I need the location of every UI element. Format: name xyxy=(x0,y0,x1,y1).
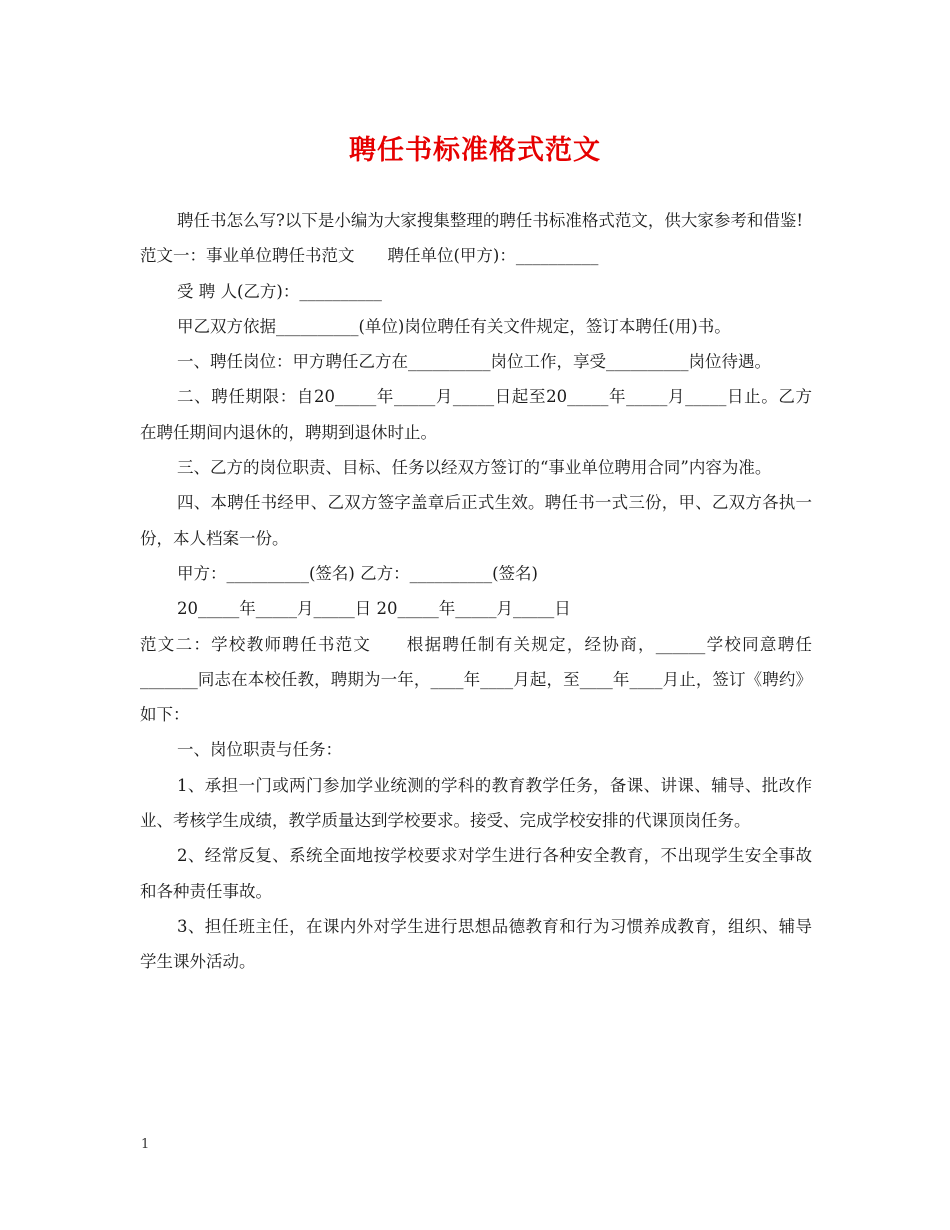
paragraph-employee: 受 聘 人(乙方)：__________ xyxy=(177,281,382,301)
paragraph-sample-one-heading: 范文一：事业单位聘任书范文 聘任单位(甲方)：__________ xyxy=(140,246,599,266)
paragraph-intro: 聘任书怎么写?以下是小编为大家搜集整理的聘任书标准格式范文，供大家参考和借鉴! xyxy=(177,211,803,230)
paragraph-item-three: 3、担任班主任，在课内外对学生进行思想品德教育和行为习惯养成教育，组织、辅导学生课外活动。 xyxy=(140,916,812,972)
document-body xyxy=(140,203,812,980)
paragraph-item-one: 1、承担一门或两门参加学业统测的学科的教育教学任务，备课、讲课、辅导、批改作业、考核学生成绩，教学质量达到学校要求。接受、完成学校安排的代课顶岗任务。 xyxy=(140,775,812,831)
paragraph-basis: 甲乙双方依据__________(单位)岗位聘任有关文件规定，签订本聘任(用)书。 xyxy=(177,316,731,336)
paragraph-term: 二、聘任期限：自20_____年_____月_____日起至20_____年_____月_____日止。乙方在聘任期间内退休的，聘期到退休时止。 xyxy=(140,387,812,442)
paragraph-item-two: 2、经常反复、系统全面地按学校要求对学生进行各种安全教育，不出现学生安全事故和各种责任事故。 xyxy=(140,846,812,901)
paragraph-signatures: 甲方：__________(签名) 乙方：__________(签名) xyxy=(177,563,538,583)
paragraph-duties: 三、乙方的岗位职责、目标、任务以经双方签订的“事业单位聘用合同”内容为准。 xyxy=(177,458,772,478)
paragraph-sample-two-heading: 范文二：学校教师聘任书范文 根据聘任制有关规定，经协商，______学校同意聘任_______同志在本校任教，聘期为一年，____年____月起，至____年____月止，签订《聘约》如下： xyxy=(140,634,812,725)
paragraph-position: 一、聘任岗位：甲方聘任乙方在__________岗位工作，享受__________岗位待遇。 xyxy=(177,352,771,372)
paragraph-effect: 四、本聘任书经甲、乙双方签字盖章后正式生效。聘任书一式三份，甲、乙双方各执一份，本人档案一份。 xyxy=(140,493,812,548)
document-title: 聘任书标准格式范文 xyxy=(349,135,601,166)
paragraph-dates: 20_____年_____月_____日 20_____年_____月_____日 xyxy=(177,599,571,619)
page-number: 1 xyxy=(141,1137,150,1152)
paragraph-section-one: 一、岗位职责与任务： xyxy=(177,740,342,760)
